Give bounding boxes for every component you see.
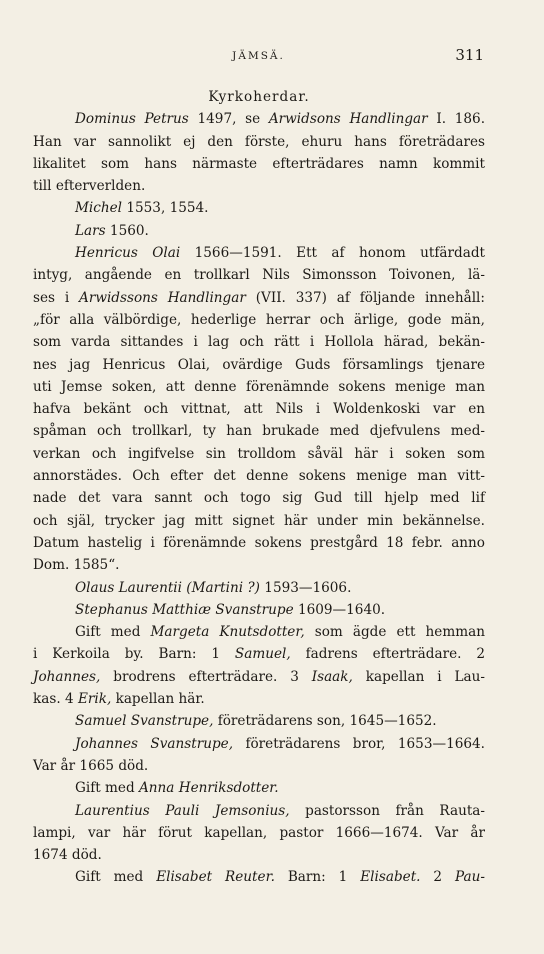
text-span: företrädarens bror, 1653—1664. — [233, 735, 485, 752]
text-span: Dom. 1585“. — [33, 557, 120, 574]
italic-name: Erik, — [77, 691, 112, 708]
italic-name: Margeta Knutsdotter, — [150, 624, 305, 641]
text-line — [33, 599, 485, 621]
text-line — [33, 532, 485, 554]
text-span: nade det vara sannt och togo sig Gud till hjelp med lif — [33, 490, 485, 507]
text-line — [33, 643, 485, 665]
text-span: hafva bekänt och vittnat, att Nils i Woldenkoski var en — [33, 401, 485, 418]
text-span: likalitet som hans närmaste efterträdares namn kommit — [33, 155, 485, 172]
italic-name: Stephanus Matthiæ Svanstrupe — [75, 601, 294, 618]
page-number: 311 — [455, 46, 484, 64]
text-span: (VII. 337) af följande innehåll: — [245, 289, 485, 306]
italic-name: Lars — [75, 222, 106, 239]
italic-name: Johannes, — [33, 668, 101, 685]
text-line — [33, 264, 485, 286]
italic-name: Elisabet Reuter. — [156, 869, 275, 886]
text-line — [33, 443, 485, 465]
text-span: Gift med — [75, 780, 139, 797]
text-line — [33, 822, 485, 844]
italic-name: Johannes Svanstrupe, — [75, 735, 234, 752]
text-line — [33, 131, 485, 153]
text-line — [33, 153, 485, 175]
text-span: kapellan här. — [111, 691, 205, 708]
text-line — [33, 577, 485, 599]
text-span: „för alla välbördige, hederlige herrar och ärlige, gode män, — [33, 311, 485, 328]
text-span: annorstädes. Och efter det denne sokens menige man vitt- — [33, 468, 485, 485]
text-span: Var år 1665 död. — [33, 757, 149, 774]
text-line — [33, 733, 485, 755]
text-line — [33, 175, 485, 197]
text-line — [33, 755, 485, 777]
italic-name: Elisabet. — [360, 869, 421, 886]
text-span: 1609—1640. — [293, 601, 386, 618]
text-span: kas. 4 — [33, 691, 78, 708]
text-span: ses i — [33, 289, 79, 306]
italic-name: Pau- — [454, 869, 485, 886]
italic-name: Laurentius Pauli Jemsonius, — [75, 802, 290, 819]
text-span: Gift med — [75, 624, 151, 641]
italic-name: Isaak, — [311, 668, 353, 685]
text-span: spåman och trollkarl, ty han brukade med djefvulens med- — [33, 423, 485, 440]
text-span: intyg, angående en trollkarl Nils Simonsson Toivonen, lä- — [33, 267, 485, 284]
italic-name: Arwidsons Handlingar — [268, 111, 428, 128]
text-line — [33, 866, 485, 888]
text-span: 2 — [420, 869, 455, 886]
text-span: Barn: 1 — [274, 869, 361, 886]
text-line — [33, 242, 485, 264]
text-line — [33, 844, 485, 866]
text-span: 1560. — [105, 222, 149, 239]
text-line — [33, 220, 485, 242]
italic-name: Dominus Petrus — [75, 111, 189, 128]
text-line — [33, 398, 485, 420]
text-span: 1497, se — [188, 111, 269, 128]
text-line — [33, 666, 485, 688]
text-span: nes jag Henricus Olai, ovärdige Guds församlings tjenare — [33, 356, 485, 373]
text-line — [33, 197, 485, 219]
text-span: i Kerkoila by. Barn: 1 — [33, 646, 235, 663]
text-span: 1593—1606. — [259, 579, 352, 596]
text-line — [33, 510, 485, 532]
text-line — [33, 108, 485, 130]
italic-name: Henricus Olai — [75, 245, 181, 262]
text-span: kapellan i Lau- — [352, 668, 485, 685]
text-line — [33, 420, 485, 442]
text-span: 1674 död. — [33, 847, 102, 864]
text-line — [33, 800, 485, 822]
text-span: Datum hastelig i förenämnde sokens prestgård 18 febr. anno — [33, 534, 485, 551]
text-line — [33, 777, 485, 799]
text-line — [33, 554, 485, 576]
text-line — [33, 331, 485, 353]
text-span: som varda sittandes i lag och rätt i Hollola härad, bekän- — [33, 334, 485, 351]
italic-name: Arwidssons Handlingar — [79, 289, 246, 306]
body-text — [33, 86, 485, 889]
text-span: lampi, var här förut kapellan, pastor 1666—1674. Var år — [33, 824, 485, 841]
text-line — [33, 487, 485, 509]
text-span: företrädarens son, 1645—1652. — [213, 713, 437, 730]
text-span: och själ, trycker jag mitt signet här under min bekännelse. — [33, 512, 485, 529]
text-line — [33, 688, 485, 710]
text-span: fadrens efterträdare. 2 — [290, 646, 486, 663]
text-span: Gift med — [75, 869, 157, 886]
text-line — [33, 287, 485, 309]
italic-name: Samuel Svanstrupe, — [75, 713, 214, 730]
text-span: Han var sannolikt ej den förste, ehuru hans företrädares — [33, 133, 485, 150]
text-line — [33, 465, 485, 487]
text-span: I. 186. — [427, 111, 486, 128]
text-line — [33, 710, 485, 732]
running-head — [33, 46, 484, 68]
text-line — [33, 376, 485, 398]
section-heading: Kyrkoherdar. — [208, 89, 310, 105]
text-line — [33, 354, 485, 376]
text-span: brodrens efterträdare. 3 — [100, 668, 312, 685]
text-span: verkan och ingifvelse sin trolldom såväl här i soken som — [33, 445, 485, 462]
text-span: 1553, 1554. — [122, 200, 209, 217]
italic-name: Olaus Laurentii (Martini ?) — [75, 579, 260, 596]
text-span: som ägde ett hemman — [304, 624, 485, 641]
italic-name: Michel — [75, 200, 123, 217]
text-line — [33, 621, 485, 643]
text-span: uti Jemse soken, att denne förenämnde sokens menige man — [33, 378, 485, 395]
text-span: pastorsson från Rauta- — [289, 802, 485, 819]
text-span: till efterverlden. — [33, 178, 146, 195]
italic-name: Anna Henriksdotter. — [138, 780, 279, 797]
running-title: JÄMSÄ. — [232, 50, 285, 62]
italic-name: Samuel, — [234, 646, 291, 663]
text-line — [33, 309, 485, 331]
text-span: 1566—1591. Ett af honom utfärdadt — [180, 245, 485, 262]
